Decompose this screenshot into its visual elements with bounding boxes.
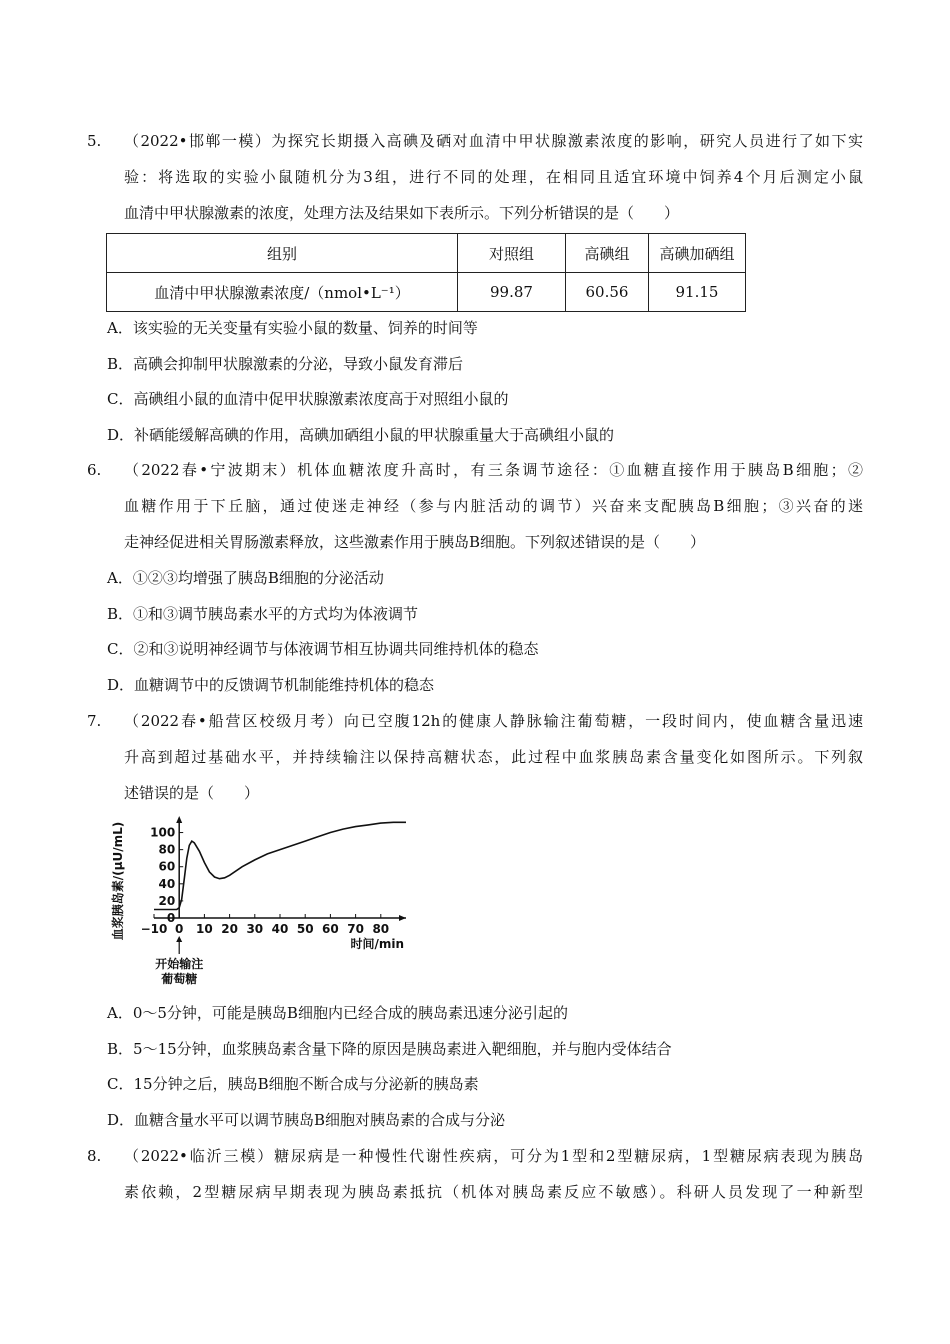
- x-tick-label: 50: [296, 922, 314, 936]
- y-tick-label: 60: [158, 859, 176, 874]
- insulin-chart: [108, 814, 418, 992]
- option-d[interactable]: D．血糖含量水平可以调节胰岛B细胞对胰岛素的合成与分泌: [107, 1111, 506, 1129]
- option-c[interactable]: C．②和③说明神经调节与体液调节相互协调共同维持机体的稳态: [107, 640, 539, 658]
- results-table: [106, 233, 746, 312]
- y-tick-label: 80: [158, 842, 176, 857]
- y-tick-label: 20: [158, 893, 176, 908]
- table-header-cell: 对照组: [458, 234, 566, 273]
- question-text-line: （2022•邯郸一模）为探究长期摄入高碘及硒对血清中甲状腺激素浓度的影响，研究人员进行了如下实: [124, 132, 863, 150]
- x-axis-arrow: [399, 915, 406, 921]
- option-d[interactable]: D．血糖调节中的反馈调节机制能维持机体的稳态: [107, 676, 435, 694]
- option-a[interactable]: A．该实验的无关变量有实验小鼠的数量、饲养的时间等: [107, 319, 478, 337]
- x-tick-label: 60: [322, 922, 339, 936]
- table-row-label: 血清中甲状腺激素浓度/（nmol•L⁻¹）: [107, 273, 458, 312]
- series-line-0: [154, 822, 406, 909]
- y-axis-label: 血浆胰岛素/(μU/mL): [111, 821, 125, 941]
- x-tick-label: 80: [372, 922, 390, 936]
- question-text-line: 走神经促进相关胃肠激素释放，这些激素作用于胰岛B细胞。下列叙述错误的是（ ）: [124, 533, 706, 551]
- table-cell: 99.87: [458, 273, 566, 312]
- option-d[interactable]: D．补硒能缓解高碘的作用，高碘加硒组小鼠的甲状腺重量大于高碘组小鼠的: [107, 426, 615, 444]
- option-b[interactable]: B．①和③调节胰岛素水平的方式均为体液调节: [107, 605, 419, 623]
- x-tick-label: 40: [271, 922, 289, 936]
- x-tick-label: 30: [246, 922, 264, 936]
- table-cell: 60.56: [566, 273, 649, 312]
- table-row: [107, 273, 746, 312]
- question-number: 7.: [87, 712, 102, 730]
- question-number: 8.: [87, 1147, 102, 1165]
- option-a[interactable]: A．0～5分钟，可能是胰岛B细胞内已经合成的胰岛素迅速分泌引起的: [107, 1004, 568, 1022]
- question-text-line: （2022春•船营区校级月考）向已空腹12h的健康人静脉输注葡萄糖，一段时间内，使血糖含量迅速: [124, 712, 863, 730]
- y-tick-label: 100: [150, 825, 176, 840]
- table-header-cell: 高碘组: [566, 234, 649, 273]
- y-tick-label: 0: [166, 911, 176, 925]
- question-text-line: 血糖作用于下丘脑，通过使迷走神经（参与内脏活动的调节）兴奋来支配胰岛B细胞；③兴奋的迷: [124, 497, 863, 515]
- x-axis-label: 时间/min: [350, 937, 404, 951]
- table-header-row: [107, 234, 746, 273]
- x-tick-label: 0: [175, 922, 184, 936]
- question-text-line: 素依赖，2型糖尿病早期表现为胰岛素抵抗（机体对胰岛素反应不敏感）。科研人员发现了一种新型: [124, 1183, 863, 1201]
- annotation-arrow-head: [176, 936, 182, 942]
- table-cell: 91.15: [649, 273, 746, 312]
- annotation-label-line1: 开始输注: [155, 957, 204, 971]
- table-header-cell: 高碘加硒组: [649, 234, 746, 273]
- option-c[interactable]: C．15分钟之后，胰岛B细胞不断合成与分泌新的胰岛素: [107, 1075, 479, 1093]
- x-tick-label: 20: [221, 922, 238, 936]
- question-number: 5.: [87, 132, 102, 150]
- y-tick-label: 40: [158, 876, 176, 891]
- question-number: 6.: [87, 461, 102, 479]
- question-text-line: （2022•临沂三模）糖尿病是一种慢性代谢性疾病，可分为1型和2型糖尿病，1型糖尿病表现为胰岛: [124, 1147, 863, 1165]
- question-text-line: 述错误的是（ ）: [124, 784, 260, 802]
- x-tick-label: 10: [196, 922, 213, 936]
- option-b[interactable]: B．高碘会抑制甲状腺激素的分泌，导致小鼠发育滞后: [107, 355, 464, 373]
- question-text-line: （2022春•宁波期末）机体血糖浓度升高时，有三条调节途径：①血糖直接作用于胰岛B细胞；②: [124, 461, 863, 479]
- question-text-line: 血清中甲状腺激素的浓度，处理方法及结果如下表所示。下列分析错误的是（ ）: [124, 204, 680, 222]
- annotation-label-line2: 葡萄糖: [161, 972, 198, 986]
- table-header-cell: 组别: [107, 234, 458, 273]
- y-axis-arrow: [176, 816, 182, 823]
- option-a[interactable]: A．①②③均增强了胰岛B细胞的分泌活动: [107, 569, 384, 587]
- x-tick-label: −10: [140, 922, 168, 936]
- option-b[interactable]: B．5～15分钟，血浆胰岛素含量下降的原因是胰岛素进入靶细胞，并与胞内受体结合: [107, 1040, 672, 1058]
- option-c[interactable]: C．高碘组小鼠的血清中促甲状腺激素浓度高于对照组小鼠的: [107, 390, 509, 408]
- question-text-line: 升高到超过基础水平，并持续输注以保持高糖状态，此过程中血浆胰岛素含量变化如图所示。下列叙: [124, 748, 863, 766]
- x-tick-label: 70: [347, 922, 364, 936]
- question-text-line: 验：将选取的实验小鼠随机分为3组，进行不同的处理，在相同且适宜环境中饲养4个月后测定小鼠: [124, 168, 863, 186]
